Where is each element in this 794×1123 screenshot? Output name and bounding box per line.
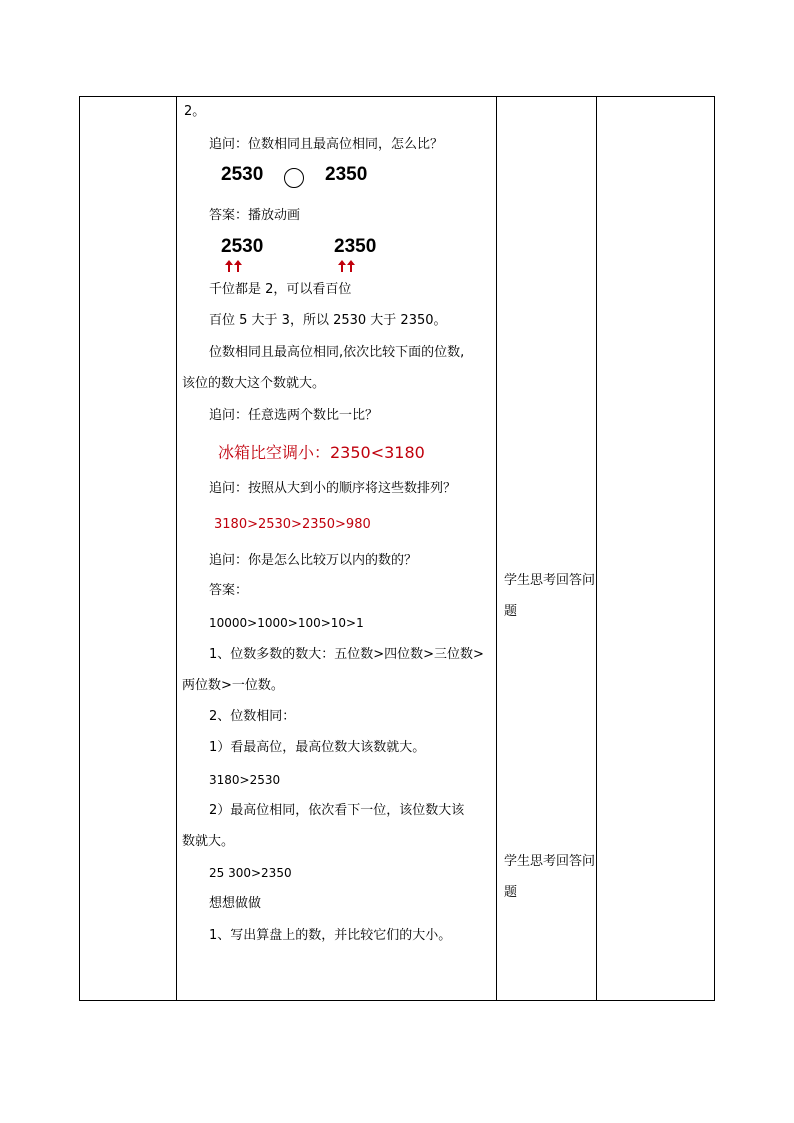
compare-circle <box>284 168 304 188</box>
text-line: 想想做做 <box>209 896 262 911</box>
student-activity-note: 学生思考回答问题 <box>504 573 596 619</box>
column-divider <box>596 97 597 1000</box>
animation-number-left: 2530 <box>221 236 264 257</box>
text-line: 追问：你是怎么比较万以内的数的？ <box>209 553 418 568</box>
text-line: 位数相同且最高位相同,依次比较下面的位数, <box>209 345 465 360</box>
text-line: 数就大。 <box>182 834 235 849</box>
lesson-table <box>79 96 715 1001</box>
text-line: 追问：任意选两个数比一比？ <box>209 408 379 423</box>
text-line: 2、位数相同： <box>209 709 296 724</box>
text-line: 2）最高位相同，依次看下一位，该位数大该 <box>209 803 465 818</box>
text-line: 答案：播放动画 <box>209 208 301 223</box>
text-line: 1、写出算盘上的数，并比较它们的大小。 <box>209 928 452 943</box>
ordered-sequence: 3180>2530>2350>980 <box>214 517 371 532</box>
text-line: 25 300>2350 <box>209 866 292 880</box>
text-line: 两位数>一位数。 <box>182 678 284 693</box>
column-divider <box>496 97 497 1000</box>
text-line: 2。 <box>184 104 206 119</box>
text-line: 3180>2530 <box>209 773 281 787</box>
text-line: 千位都是 2，可以看百位 <box>209 282 352 297</box>
teaching-process-column <box>176 97 496 1000</box>
compare-number-left: 2530 <box>221 164 264 185</box>
text-line: 10000>1000>100>10>1 <box>209 616 364 630</box>
text-line: 追问：位数相同且最高位相同，怎么比？ <box>209 137 444 152</box>
arrow-up-icon <box>346 260 356 272</box>
text-line: 1）看最高位，最高位数大该数就大。 <box>209 740 426 755</box>
text-line: 答案： <box>209 583 249 598</box>
student-activity-note: 学生思考回答问题 <box>504 854 596 900</box>
example-comparison: 冰箱比空调小：2350<3180 <box>218 443 425 462</box>
compare-number-right: 2350 <box>325 164 368 185</box>
arrow-up-icon <box>233 260 243 272</box>
text-line: 1、位数多数的数大：五位数>四位数>三位数> <box>209 647 484 662</box>
text-line: 该位的数大这个数就大。 <box>182 376 326 391</box>
text-line: 追问：按照从大到小的顺序将这些数排列？ <box>209 481 457 496</box>
text-line: 百位 5 大于 3，所以 2530 大于 2350。 <box>209 313 447 328</box>
animation-number-right: 2350 <box>334 236 377 257</box>
